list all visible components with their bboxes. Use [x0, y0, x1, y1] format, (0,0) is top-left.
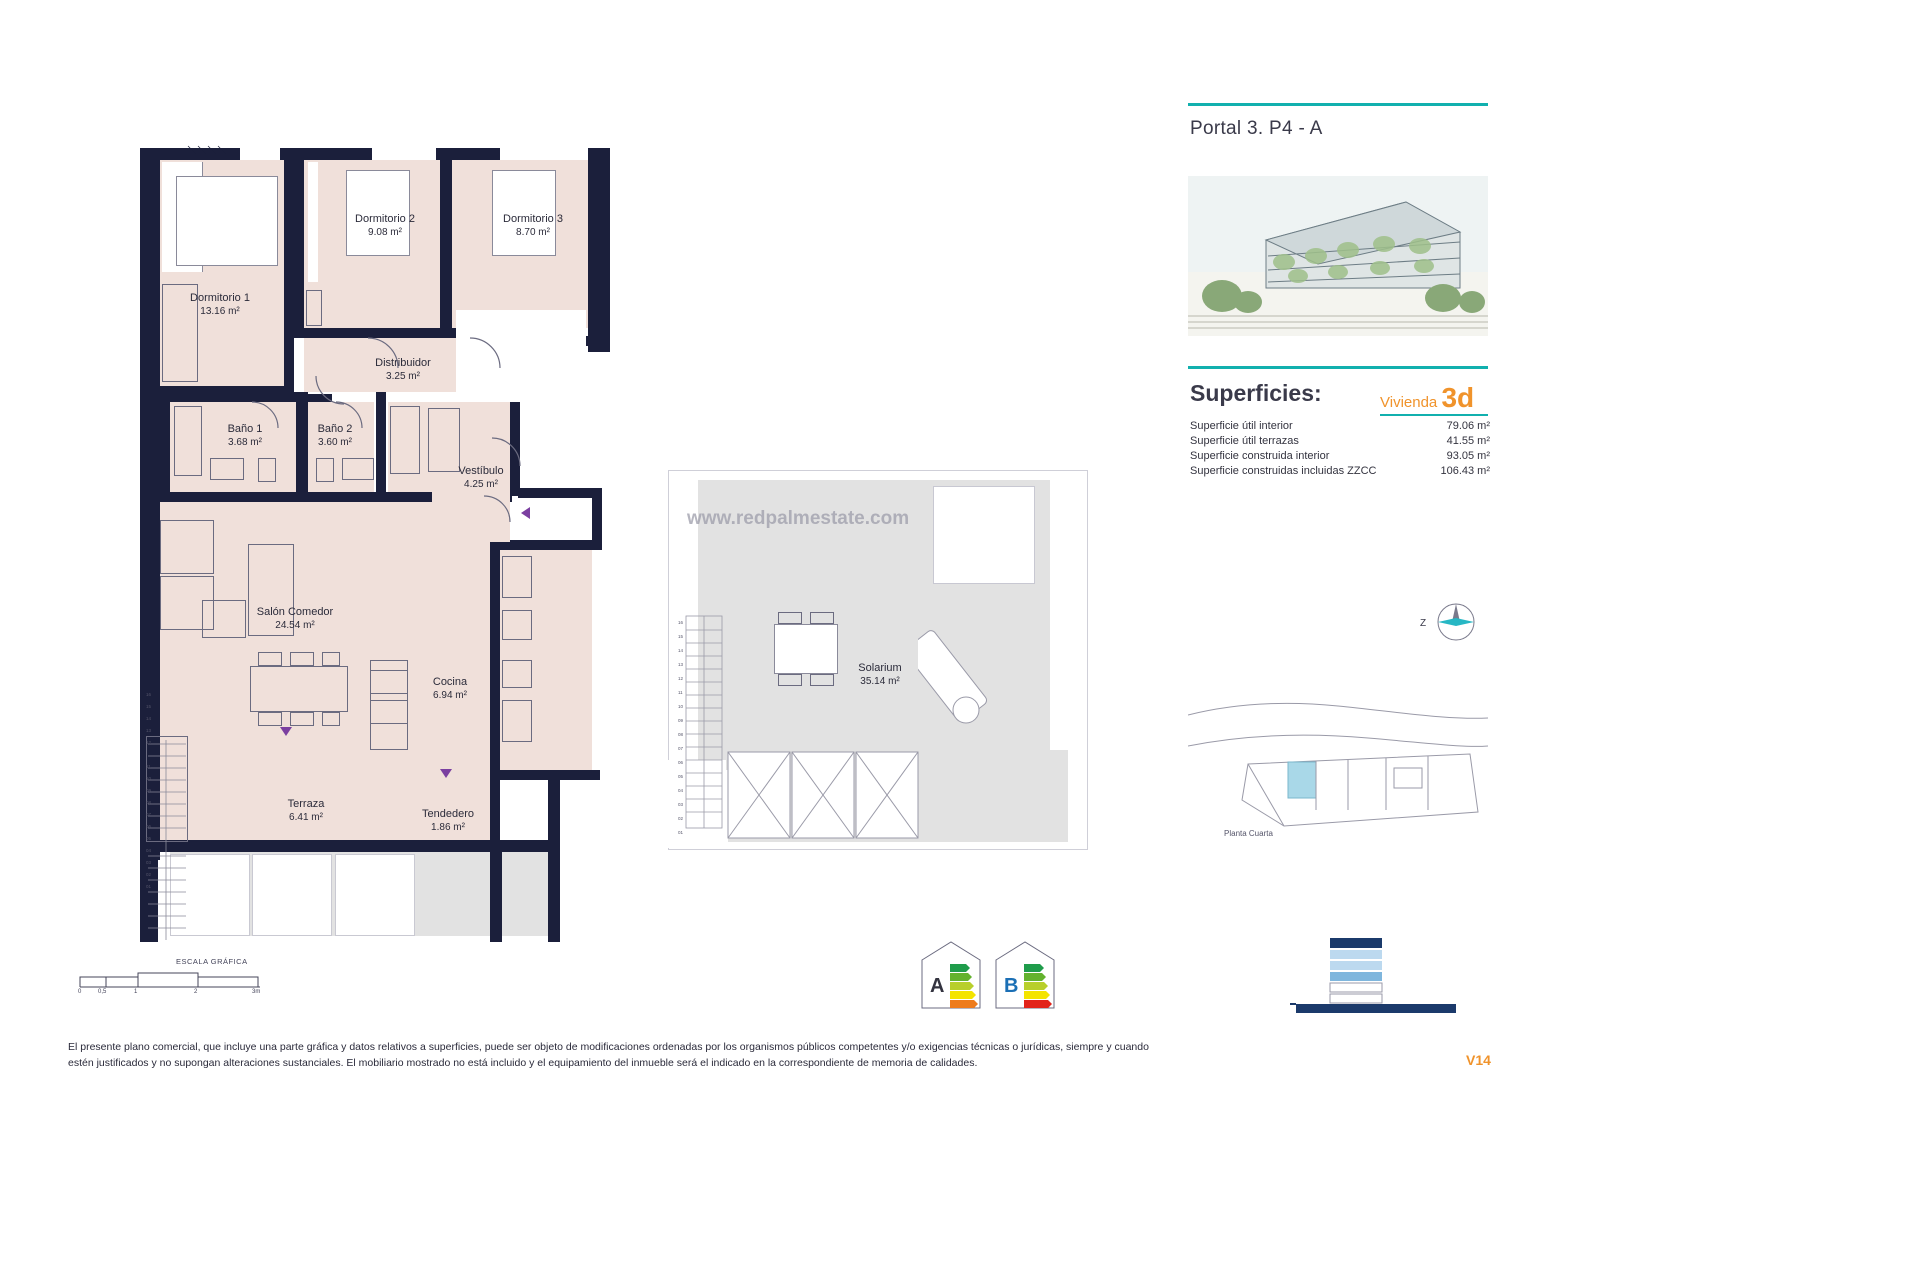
scale-tick: 0 — [78, 989, 82, 995]
direction-marker — [521, 507, 530, 519]
room-label-tendedero: Tendedero 1.86 m² — [422, 808, 474, 833]
room-label-salon-comedor: Salón Comedor 24.54 m² — [256, 606, 334, 631]
pergola-panels — [726, 748, 926, 844]
dwelling-type-value: 3d — [1441, 382, 1475, 413]
surface-value: 41.55 m² — [1446, 435, 1490, 447]
sheet-code: V14 — [1466, 1052, 1491, 1068]
surface-label: Superficie útil terrazas — [1190, 435, 1299, 447]
surfaces-heading: Superficies: — [1190, 380, 1322, 406]
scale-tick: 0,5 — [98, 989, 107, 995]
room-label-distribuidor: Distribuidor 3.25 m² — [375, 357, 431, 382]
surface-label: Superficie construida interior — [1190, 450, 1330, 462]
room-label-cocina: Cocina 6.94 m² — [432, 676, 468, 701]
energy-label-a — [920, 940, 982, 1010]
disclaimer-line-1: El presente plano comercial, que incluye una parte gráfica y datos relativos a superficies, puede ser objeto de modificaciones ordenadas por los organismos públicos competentes y/o exigencias técnicas o jurídicas, siempre y cuando — [68, 1041, 1149, 1053]
dwelling-label: Vivienda — [1380, 394, 1438, 411]
room-label-bano-1: Baño 1 3.68 m² — [227, 423, 263, 448]
direction-marker — [280, 727, 292, 736]
room-label-bano-2: Baño 2 3.60 m² — [317, 423, 353, 448]
disclaimer — [68, 1040, 1398, 1072]
solarium-plan: 16 15 14 13 12 11 10 09 08 07 06 05 04 03 02 01 — [668, 470, 1088, 850]
plan-sheet: 16 15 14 13 12 11 10 09 08 07 06 05 04 03 02 01 Dormitorio 1 13.16 m² Dormitorio 2 9.08 m² Dormitorio 3 8.70 m² Distribuidor 3.25 m² Baño 1 3.68 m² Baño 2 3.60 m² Vestíbulo 4.25 m² Salón Comedor 24.54 m² Cocina 6.94 m² Terraza 6.41 m² Tendedero 1.86 m² 16 15 14 13 12 11 10 09 08 07 06 05 04 03 02 01 Solarium 35.14 m² www.redpalmestate.com Portal 3. P4 - A Superficies: Vivienda 3d Superficie útil interior 79.06 m² Superficie útil terrazas 41.55 m² Superficie construida interior 93.05 m² Superficie construidas incluidas ZZCC 106.43 m² Z Planta Cuarta A B ESCALA GRÁFICA 0 0,5 1 2 3m El presente plano comercial, que incluye una parte gráfica y datos relativos a superficies, puede ser objeto de modificaciones ordenadas por los organismos públicos competentes y/o exigencias técnicas o jurídicas, siempre y cuando estén justificados y no supongan alteraciones sustanciales. El mobiliario mostrado no está incluido y el equipamiento del inmueble será el indicado en la correspondiente de memoria de calidades. V14 — [0, 0, 1920, 1280]
scale-tick: 2 — [194, 989, 198, 995]
room-label-dormitorio-3: Dormitorio 3 8.70 m² — [503, 213, 563, 238]
surface-label: Superficie construidas incluidas ZZCC — [1190, 465, 1377, 477]
compass-icon — [1418, 596, 1482, 654]
scale-tick: 3m — [252, 989, 261, 995]
panel-mid-rule — [1188, 366, 1488, 369]
site-plan — [1188, 660, 1488, 840]
disclaimer-line-2: estén justificados y no supongan alteraciones sustanciales. El mobiliario mostrado no está incluido y el equipamiento del inmueble será el indicado en la correspondiente de memoria de calidades. — [68, 1056, 978, 1069]
surface-value: 93.05 m² — [1446, 450, 1490, 462]
furniture-chair — [778, 612, 802, 624]
surface-label: Superficie útil interior — [1190, 420, 1293, 432]
direction-marker — [440, 769, 452, 778]
panel-top-rule — [1188, 103, 1488, 106]
graphic-scale — [78, 957, 288, 1015]
panel-title: Portal 3. P4 - A — [1190, 118, 1323, 139]
room-label-solarium: Solarium 35.14 m² — [858, 662, 902, 687]
surface-value: 106.43 m² — [1440, 465, 1490, 477]
scale-caption: ESCALA GRÁFICA — [176, 957, 248, 966]
site-plan-caption: Planta Cuarta — [1224, 829, 1273, 838]
energy-label-b — [994, 940, 1056, 1010]
compass-label: Z — [1420, 618, 1427, 629]
plan-hatching — [140, 130, 660, 870]
scale-tick: 1 — [134, 989, 138, 995]
watermark: www.redpalmestate.com — [687, 508, 910, 529]
dwelling-underline — [1380, 414, 1488, 416]
building-illustration — [1188, 176, 1488, 336]
room-label-dormitorio-2: Dormitorio 2 9.08 m² — [355, 213, 415, 238]
furniture-chair — [810, 612, 834, 624]
room-label-dormitorio-1: Dormitorio 1 13.16 m² — [190, 292, 250, 317]
energy-letter: A — [930, 975, 945, 997]
surface-value: 79.06 m² — [1446, 420, 1490, 432]
room-label-terraza: Terraza 6.41 m² — [287, 798, 325, 823]
energy-letter: B — [1004, 975, 1019, 997]
room-label-vestibulo: Vestíbulo 4.25 m² — [458, 465, 504, 490]
dwelling-type — [1380, 382, 1474, 414]
furniture-chair — [778, 674, 802, 686]
building-section-icon — [1290, 930, 1470, 1020]
